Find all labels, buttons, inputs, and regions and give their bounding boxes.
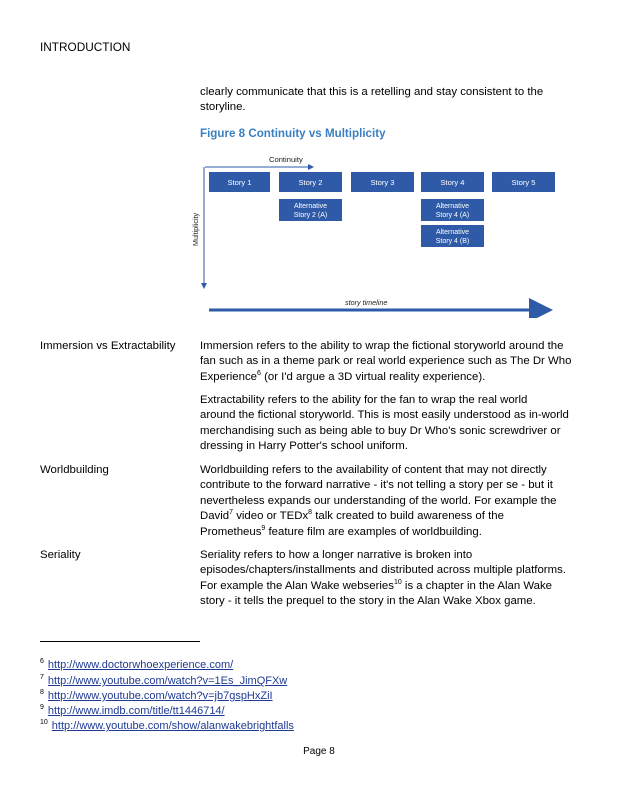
svg-text:Story 4 (B): Story 4 (B)	[435, 238, 470, 245]
svg-text:Story 2 (A): Story 2 (A)	[293, 212, 328, 219]
story-timeline-label: story timeline	[345, 298, 388, 307]
intro-paragraph	[200, 85, 580, 116]
footnote-ref: 10	[393, 579, 402, 587]
text-line: Experience$^6$ (or I'd argue a 3D virtual reality experience).	[200, 370, 486, 383]
svg-text:Story 4 (A): Story 4 (A)	[435, 212, 470, 219]
footnote-link[interactable]: http://www.doctorwhoexperience.com/	[47, 659, 234, 671]
footnote-link[interactable]: http://www.youtube.com/watch?v=1Es_JimQFXw	[47, 675, 288, 687]
intro-line: storyline.	[200, 101, 246, 114]
text-line: fan such as in a theme park or real world experience such as The Dr Who	[200, 355, 572, 368]
footnote	[40, 674, 287, 688]
alternative-story-box	[421, 225, 484, 247]
text-line: Seriality refers to how a longer narrative is broken into	[200, 549, 473, 561]
story-box	[492, 172, 555, 192]
text-line: Prometheus$^9$ feature film are examples of worldbuilding.	[200, 524, 482, 538]
svg-text:Story 3: Story 3	[370, 178, 395, 187]
text-line: around the fictional storyworld. This is most easily understood as in-world	[200, 409, 569, 422]
term-label-immersion: Immersion vs Extractability	[40, 340, 176, 352]
svg-text:Story 5: Story 5	[511, 178, 536, 187]
text-line: episodes/chapters/installments and distributed across multiple platforms.	[200, 564, 566, 577]
svg-text:Story 2: Story 2	[298, 178, 323, 187]
alternative-story-box	[279, 199, 342, 221]
footnote-ref: 9	[261, 524, 266, 532]
footnote-number: 6	[40, 658, 44, 666]
term-label-worldbuilding: Worldbuilding	[40, 464, 109, 476]
text-line: David$^7$ video or TEDx$^8$ talk created to build awareness of the	[200, 509, 504, 523]
svg-text:Alternative: Alternative	[435, 203, 470, 210]
extractability-paragraph	[200, 393, 580, 455]
page-number: Page 8	[303, 746, 335, 757]
continuity-label: Continuity	[269, 155, 303, 164]
svg-text:Alternative: Alternative	[435, 229, 470, 236]
immersion-paragraph	[200, 339, 580, 385]
footnote-link[interactable]: http://www.youtube.com/show/alanwakebrightfalls	[51, 720, 294, 732]
text-line: Worldbuilding refers to the availability of content that may not directly	[200, 464, 547, 476]
text-line: story - it tells the prequel to the story in the Alan Wake Xbox game.	[200, 595, 536, 608]
svg-text:Story 4: Story 4	[440, 178, 465, 187]
text-line: Extractability refers to the ability for the fan to wrap the real world	[200, 394, 528, 406]
svg-text:Alternative: Alternative	[293, 203, 328, 210]
continuity-multiplicity-diagram	[185, 148, 560, 318]
footnote-number: 7	[40, 674, 44, 682]
footnote-ref: 6	[257, 370, 261, 378]
footnote-link[interactable]: http://www.youtube.com/watch?v=jb7gspHxZiI	[47, 690, 273, 702]
footnote-number: 8	[40, 689, 44, 697]
text-line: contribute to the forward narrative - it's not telling a story per se - but it	[200, 479, 553, 492]
text-line: For example the Alan Wake webseries$^{10}$ is a chapter in the Alan Wake	[200, 579, 553, 592]
footnote-ref: 7	[229, 509, 234, 517]
story-box	[209, 172, 270, 192]
footnote	[40, 719, 294, 733]
story-box	[279, 172, 342, 192]
figure-caption: Figure 8 Continuity vs Multiplicity	[200, 127, 386, 140]
story-box	[351, 172, 414, 192]
footnote-link[interactable]: http://www.imdb.com/title/tt1446714/	[47, 705, 225, 717]
seriality-paragraph	[200, 548, 580, 610]
svg-text:Story 1: Story 1	[227, 178, 252, 187]
footnote-number: 9	[40, 704, 44, 712]
section-header: INTRODUCTION	[40, 40, 131, 54]
intro-line: clearly communicate that this is a retelling and stay consistent to the	[200, 86, 544, 98]
footnote-separator	[40, 641, 200, 642]
text-line: merchandising such as being able to buy Dr Who's sonic screwdriver or	[200, 424, 561, 437]
footnote	[40, 658, 233, 672]
footnote-ref: 8	[308, 509, 313, 517]
story-box	[421, 172, 484, 192]
footnote	[40, 689, 273, 703]
text-line: nevertheless expands our understanding of the world. For example the	[200, 494, 557, 507]
text-line: dressing in Harry Potter's school uniform.	[200, 440, 408, 453]
footnote-number: 10	[40, 719, 48, 727]
worldbuilding-paragraph	[200, 463, 580, 540]
multiplicity-label: Multiplicity	[191, 212, 200, 246]
alternative-story-box	[421, 199, 484, 221]
footnote	[40, 704, 225, 718]
text-line: Immersion refers to the ability to wrap the fictional storyworld around the	[200, 340, 564, 352]
term-label-seriality: Seriality	[40, 549, 81, 561]
